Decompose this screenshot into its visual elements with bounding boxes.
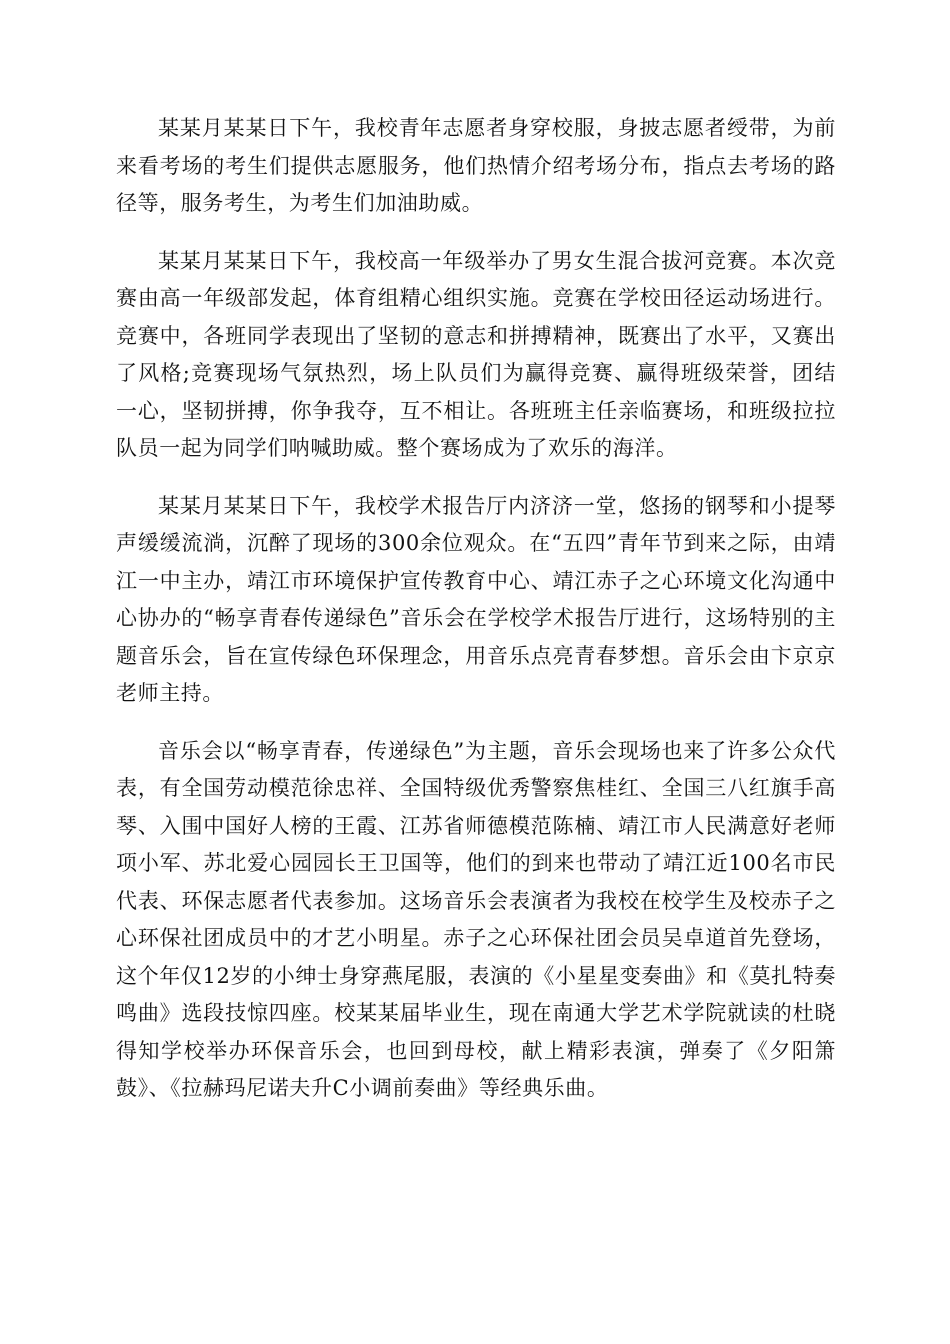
paragraph-volunteer-service: 某某月某某日下午，我校青年志愿者身穿校服，身披志愿者绶带，为前来看考场的考生们提供志愿服务，他们热情介绍考场分布，指点去考场的路径等，服务考生，为考生们加油助威。 bbox=[116, 116, 836, 215]
paragraph-concert-intro: 某某月某某日下午，我校学术报告厅内济济一堂，悠扬的钢琴和小提琴声缓缓流淌，沉醉了现场的300余位观众。在“五四”青年节到来之际，由靖江一中主办，靖江市环境保护宣传教育中心、靖江赤子之心环境文化沟通中心协办的“畅享青春传递绿色”音乐会在学校学术报告厅进行，这场特别的主题音乐会，旨在宣传绿色环保理念，用音乐点亮青春梦想。音乐会由卞京京老师主持。 bbox=[116, 493, 836, 705]
paragraph-tug-of-war: 某某月某某日下午，我校高一年级举办了男女生混合拔河竞赛。本次竞赛由高一年级部发起，体育组精心组织实施。竞赛在学校田径运动场进行。竞赛中，各班同学表现出了坚韧的意志和拼搏精神，既赛出了水平，又赛出了风格;竞赛现场气氛热烈，场上队员们为赢得竞赛、赢得班级荣誉，团结一心，坚韧拼搏，你争我夺，互不相让。各班班主任亲临赛场，和班级拉拉队员一起为同学们呐喊助威。整个赛场成为了欢乐的海洋。 bbox=[116, 248, 836, 460]
paragraph-concert-details: 音乐会以“畅享青春，传递绿色”为主题，音乐会现场也来了许多公众代表，有全国劳动模范徐忠祥、全国特级优秀警察焦桂红、全国三八红旗手高琴、入围中国好人榜的王霞、江苏省师德模范陈楠、靖江市人民满意好老师项小军、苏北爱心园园长王卫国等，他们的到来也带动了靖江近100名市民代表、环保志愿者代表参加。这场音乐会表演者为我校在校学生及校赤子之心环保社团成员中的才艺小明星。赤子之心环保社团会员吴卓道首先登场，这个年仅12岁的小绅士身穿燕尾服，表演的《小星星变奏曲》和《莫扎特奏鸣曲》选段技惊四座。校某某届毕业生，现在南通大学艺术学院就读的杜晓得知学校举办环保音乐会，也回到母校，献上精彩表演，弹奏了《夕阳箫鼓》、《拉赫玛尼诺夫升C小调前奏曲》等经典乐曲。 bbox=[116, 738, 836, 1100]
document-body bbox=[116, 110, 836, 1128]
